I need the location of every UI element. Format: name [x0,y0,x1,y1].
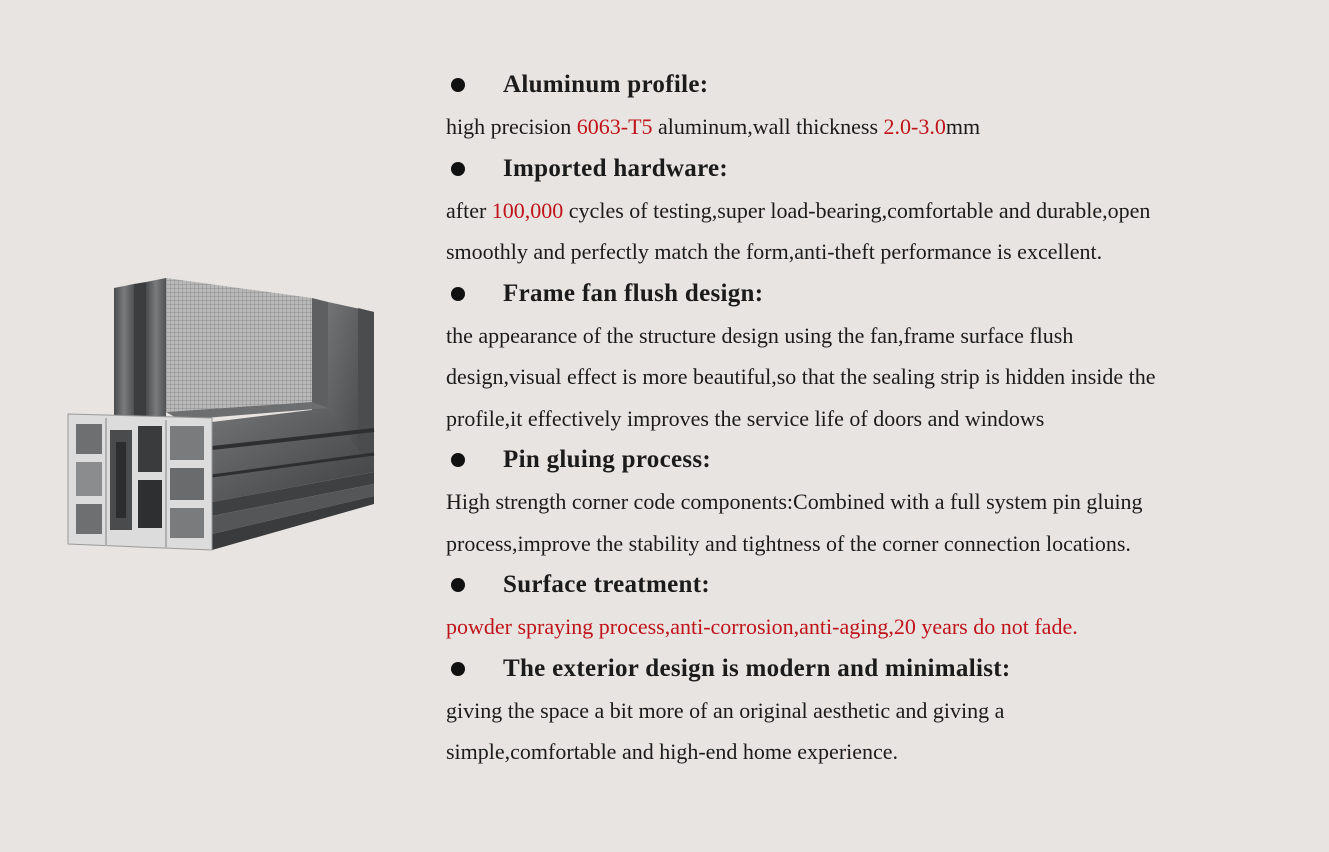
description-line [446,690,1326,732]
bullet-icon [451,662,465,676]
highlighted-text: 6063-T5 [576,114,653,139]
description-text: smoothly and perfectly match the form,anti-theft performance is excellent. [446,239,1103,264]
description-text: high precision [446,114,577,139]
section-heading-text: Imported hardware: [503,154,729,182]
section-heading [446,564,1326,606]
description-text: High strength corner code components:Combined with a full system pin gluing [446,489,1143,514]
aluminum-window-profile-icon [62,272,382,558]
description-line [446,731,1326,773]
description-text: simple,comfortable and high-end home experience. [446,739,899,764]
description-text: after [446,197,492,223]
description-text: process,improve the stability and tightness of the corner connection locations. [446,530,1131,556]
section-heading-text: The exterior design is modern and minimalist: [503,654,1011,682]
description-text: cycles of testing,super load-bearing,comfortable and durable,open [563,197,1151,223]
section-heading [446,439,1326,481]
description-line [446,190,1326,232]
description-text: the appearance of the structure design using the fan,frame surface flush [446,322,1074,348]
aluminum-profile-image [62,272,382,558]
description-text: aluminum,wall thickness [652,114,884,139]
section-heading [446,648,1326,690]
description-line [446,356,1326,398]
description-text: design,visual effect is more beautiful,so that the sealing strip is hidden inside the [446,364,1156,389]
section-heading [446,273,1326,315]
description-line [446,106,1326,148]
section-heading-text: Aluminum profile: [503,71,709,98]
features-list [446,64,1326,773]
description-line [446,231,1326,273]
section-heading-text: Surface treatment: [503,571,710,598]
description-text: profile,it effectively improves the service life of doors and windows [446,405,1045,431]
description-line [446,523,1326,565]
description-line [446,315,1326,357]
highlighted-text: 2.0-3.0 [883,114,946,139]
bullet-icon [451,78,465,92]
description-line [446,398,1326,440]
description-line [446,481,1326,523]
description-text: giving the space a bit more of an original aesthetic and giving a [446,697,1005,723]
section-heading [446,64,1326,106]
section-heading-text: Pin gluing process: [503,446,712,473]
description-text: mm [945,114,981,139]
bullet-icon [451,578,465,592]
bullet-icon [451,162,465,176]
section-heading [446,148,1326,190]
section-heading-text: Frame fan flush design: [503,279,764,307]
highlighted-text: powder spraying process,anti-corrosion,anti-aging,20 years do not fade. [446,614,1078,639]
bullet-icon [451,287,465,301]
description-line [446,606,1326,648]
bullet-icon [451,453,465,467]
highlighted-text: 100,000 [491,197,564,223]
